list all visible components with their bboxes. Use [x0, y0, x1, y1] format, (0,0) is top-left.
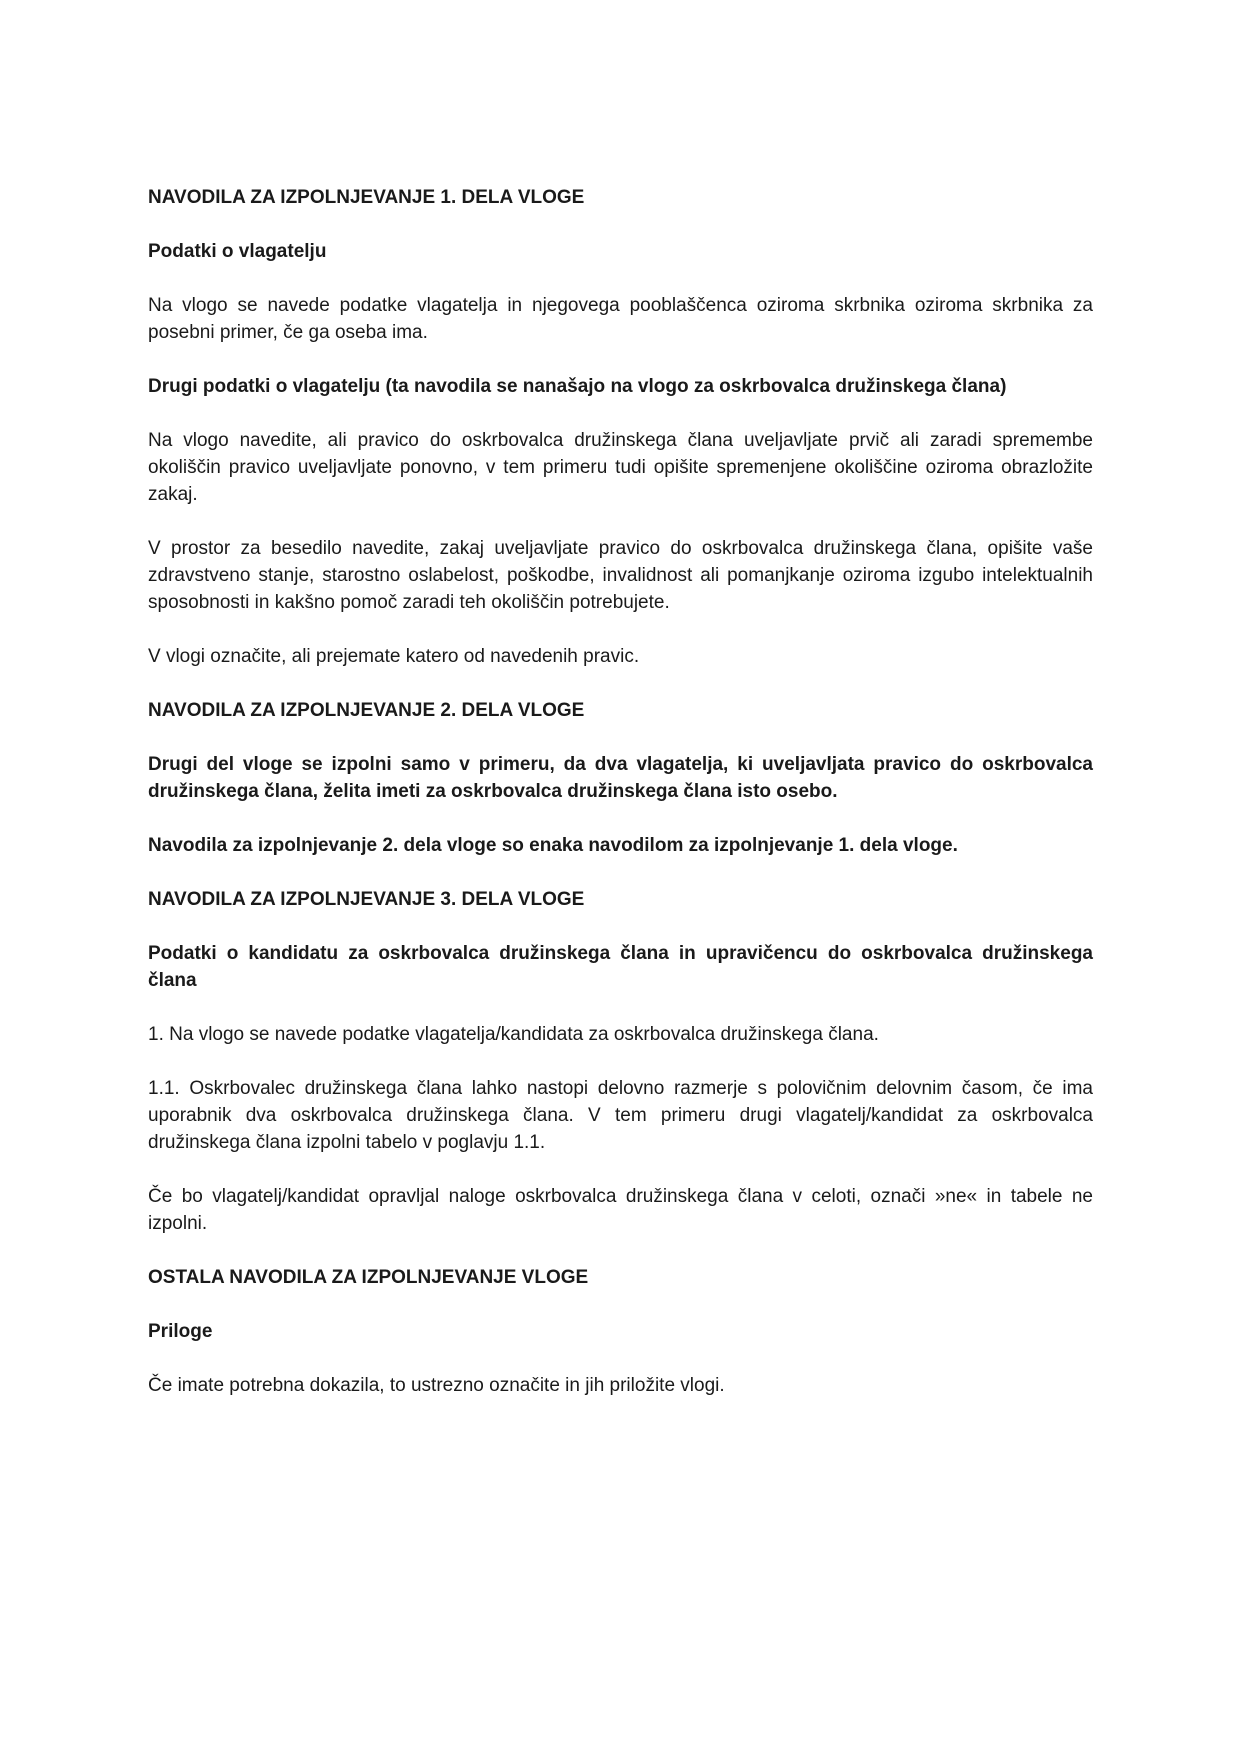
document-page	[148, 184, 1093, 1426]
section1-paragraph-applicant-data: Na vlogo se navede podatke vlagatelja in njegovega pooblaščenca oziroma skrbnika oziroma skrbnika za posebni primer, če ga oseba ima.	[148, 295, 1093, 343]
section1-subheading-other-data: Drugi podatki o vlagatelju (ta navodila se nanašajo na vlogo za oskrbovalca družinskega člana)	[148, 376, 1007, 397]
section2-bold-paragraph-two-applicants: Drugi del vloge se izpolni samo v primeru, da dva vlagatelja, ki uveljavljata pravico do oskrbovalca družinskega člana, želita imeti za oskrbovalca družinskega člana isto osebo.	[148, 754, 1093, 802]
section3-paragraph-full-time: Če bo vlagatelj/kandidat opravljal naloge oskrbovalca družinskega člana v celoti, označi »ne« in tabele ne izpolni.	[148, 1186, 1093, 1234]
section3-subheading-candidate: Podatki o kandidatu za oskrbovalca družinskega člana in upravičencu do oskrbovalca družinskega člana	[148, 943, 1093, 991]
section1-heading: NAVODILA ZA IZPOLNJEVANJE 1. DELA VLOGE	[148, 187, 585, 208]
section2-heading: NAVODILA ZA IZPOLNJEVANJE 2. DELA VLOGE	[148, 700, 585, 721]
section4-subheading-attachments: Priloge	[148, 1321, 213, 1342]
section1-paragraph-rights: V vlogi označite, ali prejemate katero od navedenih pravic.	[148, 646, 640, 667]
section1-paragraph-reason: V prostor za besedilo navedite, zakaj uveljavljate pravico do oskrbovalca družinskega člana, opišite vaše zdravstveno stanje, starostno oslabelost, poškodbe, invalidnost ali pomanjkanje oziroma izgubo intelektualnih sposobnosti in kakšno pomoč zaradi teh okoliščin potrebujete.	[148, 538, 1093, 613]
section3-paragraph-item-1-1: 1.1. Oskrbovalec družinskega člana lahko nastopi delovno razmerje s polovičnim delovnim časom, če ima uporabnik dva oskrbovalca družinskega člana. V tem primeru drugi vlagatelj/kandidat za oskrbovalca družinskega člana izpolni tabelo v poglavju 1.1.	[148, 1078, 1093, 1153]
section4-heading: OSTALA NAVODILA ZA IZPOLNJEVANJE VLOGE	[148, 1267, 589, 1288]
section3-paragraph-item-1: 1. Na vlogo se navede podatke vlagatelja/kandidata za oskrbovalca družinskega člana.	[148, 1024, 879, 1045]
section2-bold-paragraph-same-instructions: Navodila za izpolnjevanje 2. dela vloge so enaka navodilom za izpolnjevanje 1. dela vloge.	[148, 835, 958, 856]
section1-subheading-applicant: Podatki o vlagatelju	[148, 241, 327, 262]
section3-heading: NAVODILA ZA IZPOLNJEVANJE 3. DELA VLOGE	[148, 889, 585, 910]
section4-paragraph-attachments: Če imate potrebna dokazila, to ustrezno označite in jih priložite vlogi.	[148, 1375, 725, 1396]
section1-paragraph-first-time: Na vlogo navedite, ali pravico do oskrbovalca družinskega člana uveljavljate prvič ali zaradi spremembe okoliščin pravico uveljavljate ponovno, v tem primeru tudi opišite spremenjene okoliščine oziroma obrazložite zakaj.	[148, 430, 1093, 505]
